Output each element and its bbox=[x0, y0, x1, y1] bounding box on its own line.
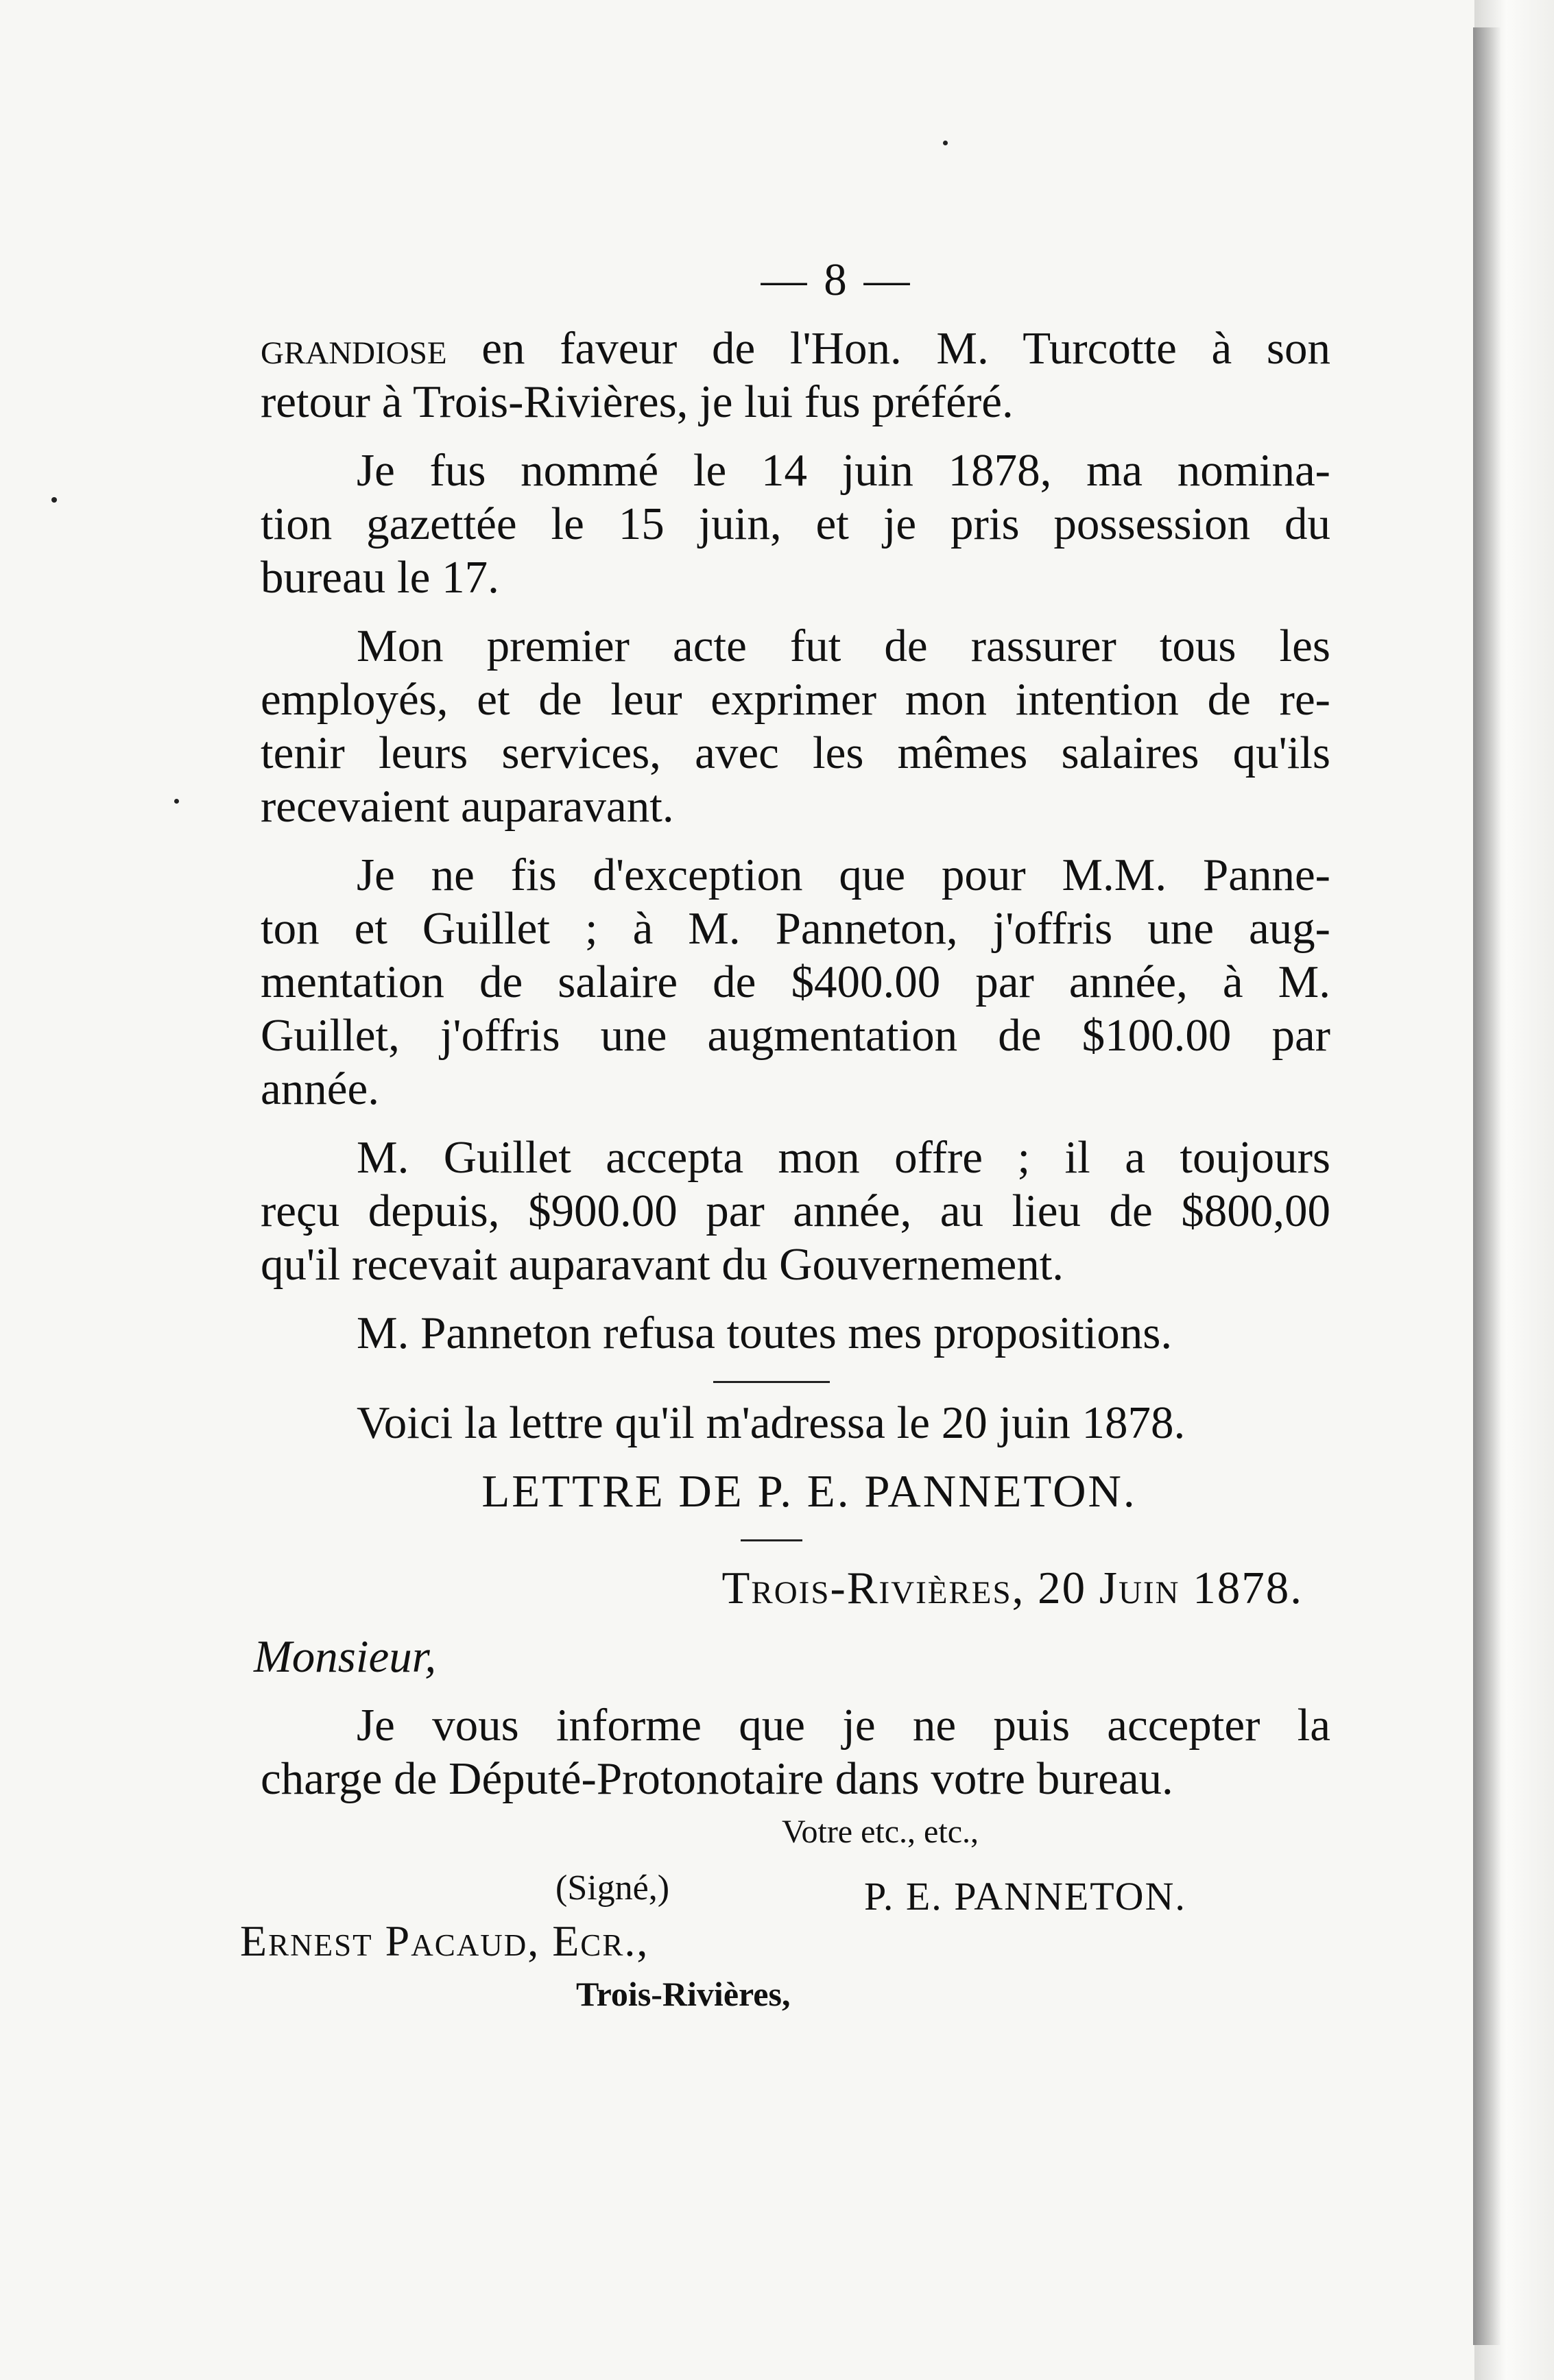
text-line: tion gazettée le 15 juin, et je pris possession du bbox=[261, 498, 1330, 549]
text-line: mentation de salaire de $400.00 par année, à M. bbox=[261, 957, 1330, 1007]
addressee-name: Ernest Pacaud, Ecr., bbox=[240, 1916, 649, 1965]
letter-closing: Votre etc., etc., bbox=[782, 1814, 979, 1850]
text-line: tenir leurs services, avec les mêmes salaires qu'ils bbox=[261, 728, 1330, 778]
text-line: bureau le 17. bbox=[261, 552, 499, 603]
signature-name: P. E. PANNETON. bbox=[864, 1874, 1186, 1919]
page-number: — 8 — bbox=[761, 254, 913, 305]
text-line: ton et Guillet ; à M. Panneton, j'offris une aug- bbox=[261, 903, 1330, 954]
letter-body-line: charge de Député-Protonotaire dans votre bureau. bbox=[261, 1753, 1173, 1804]
text-line: M. Panneton refusa toutes mes propositions. bbox=[357, 1308, 1173, 1358]
text-line: Voici la lettre qu'il m'adressa le 20 juin 1878. bbox=[357, 1397, 1186, 1448]
text-line: Mon premier acte fut de rassurer tous les bbox=[357, 621, 1330, 671]
binding-shadow bbox=[1473, 27, 1501, 2345]
page-text bbox=[240, 254, 1330, 2039]
signed-note: (Signé,) bbox=[555, 1868, 670, 1908]
text-line: retour à Trois-Rivières, je lui fus préféré. bbox=[261, 376, 1014, 427]
text-line: Guillet, j'offris une augmentation de $100.00 par bbox=[261, 1010, 1330, 1061]
small-caps-word: grandiose bbox=[261, 323, 447, 374]
letter-dateline: Trois-Rivières, 20 Juin 1878. bbox=[721, 1563, 1303, 1613]
letter-heading: LETTRE DE P. E. PANNETON. bbox=[481, 1466, 1137, 1517]
text-line bbox=[261, 322, 1330, 376]
scan-speck bbox=[943, 141, 948, 145]
letter-body-line: Je vous informe que je ne puis accepter la bbox=[357, 1700, 1330, 1751]
letter-salutation: Monsieur, bbox=[254, 1631, 437, 1682]
text-line: année. bbox=[261, 1063, 379, 1114]
text-line: Je fus nommé le 14 juin 1878, ma nomina- bbox=[357, 445, 1330, 496]
scan-speck bbox=[51, 497, 57, 503]
section-rule bbox=[713, 1381, 830, 1383]
signature-block bbox=[240, 1813, 1330, 2039]
text-line: employés, et de leur exprimer mon intention de re- bbox=[261, 674, 1330, 725]
text-line: recevaient auparavant. bbox=[261, 781, 674, 832]
heading-rule bbox=[741, 1539, 802, 1541]
addressee-city: Trois-Rivières, bbox=[576, 1975, 791, 2013]
text-segment: en faveur de l'Hon. M. Turcotte à son bbox=[481, 323, 1330, 374]
text-line: qu'il recevait auparavant du Gouvernement. bbox=[261, 1239, 1064, 1290]
text-line: Je ne fis d'exception que pour M.M. Panne- bbox=[357, 850, 1330, 900]
text-line: reçu depuis, $900.00 par année, au lieu de $800,00 bbox=[261, 1186, 1330, 1236]
scan-speck bbox=[174, 799, 179, 804]
text-line: M. Guillet accepta mon offre ; il a toujours bbox=[357, 1132, 1330, 1183]
